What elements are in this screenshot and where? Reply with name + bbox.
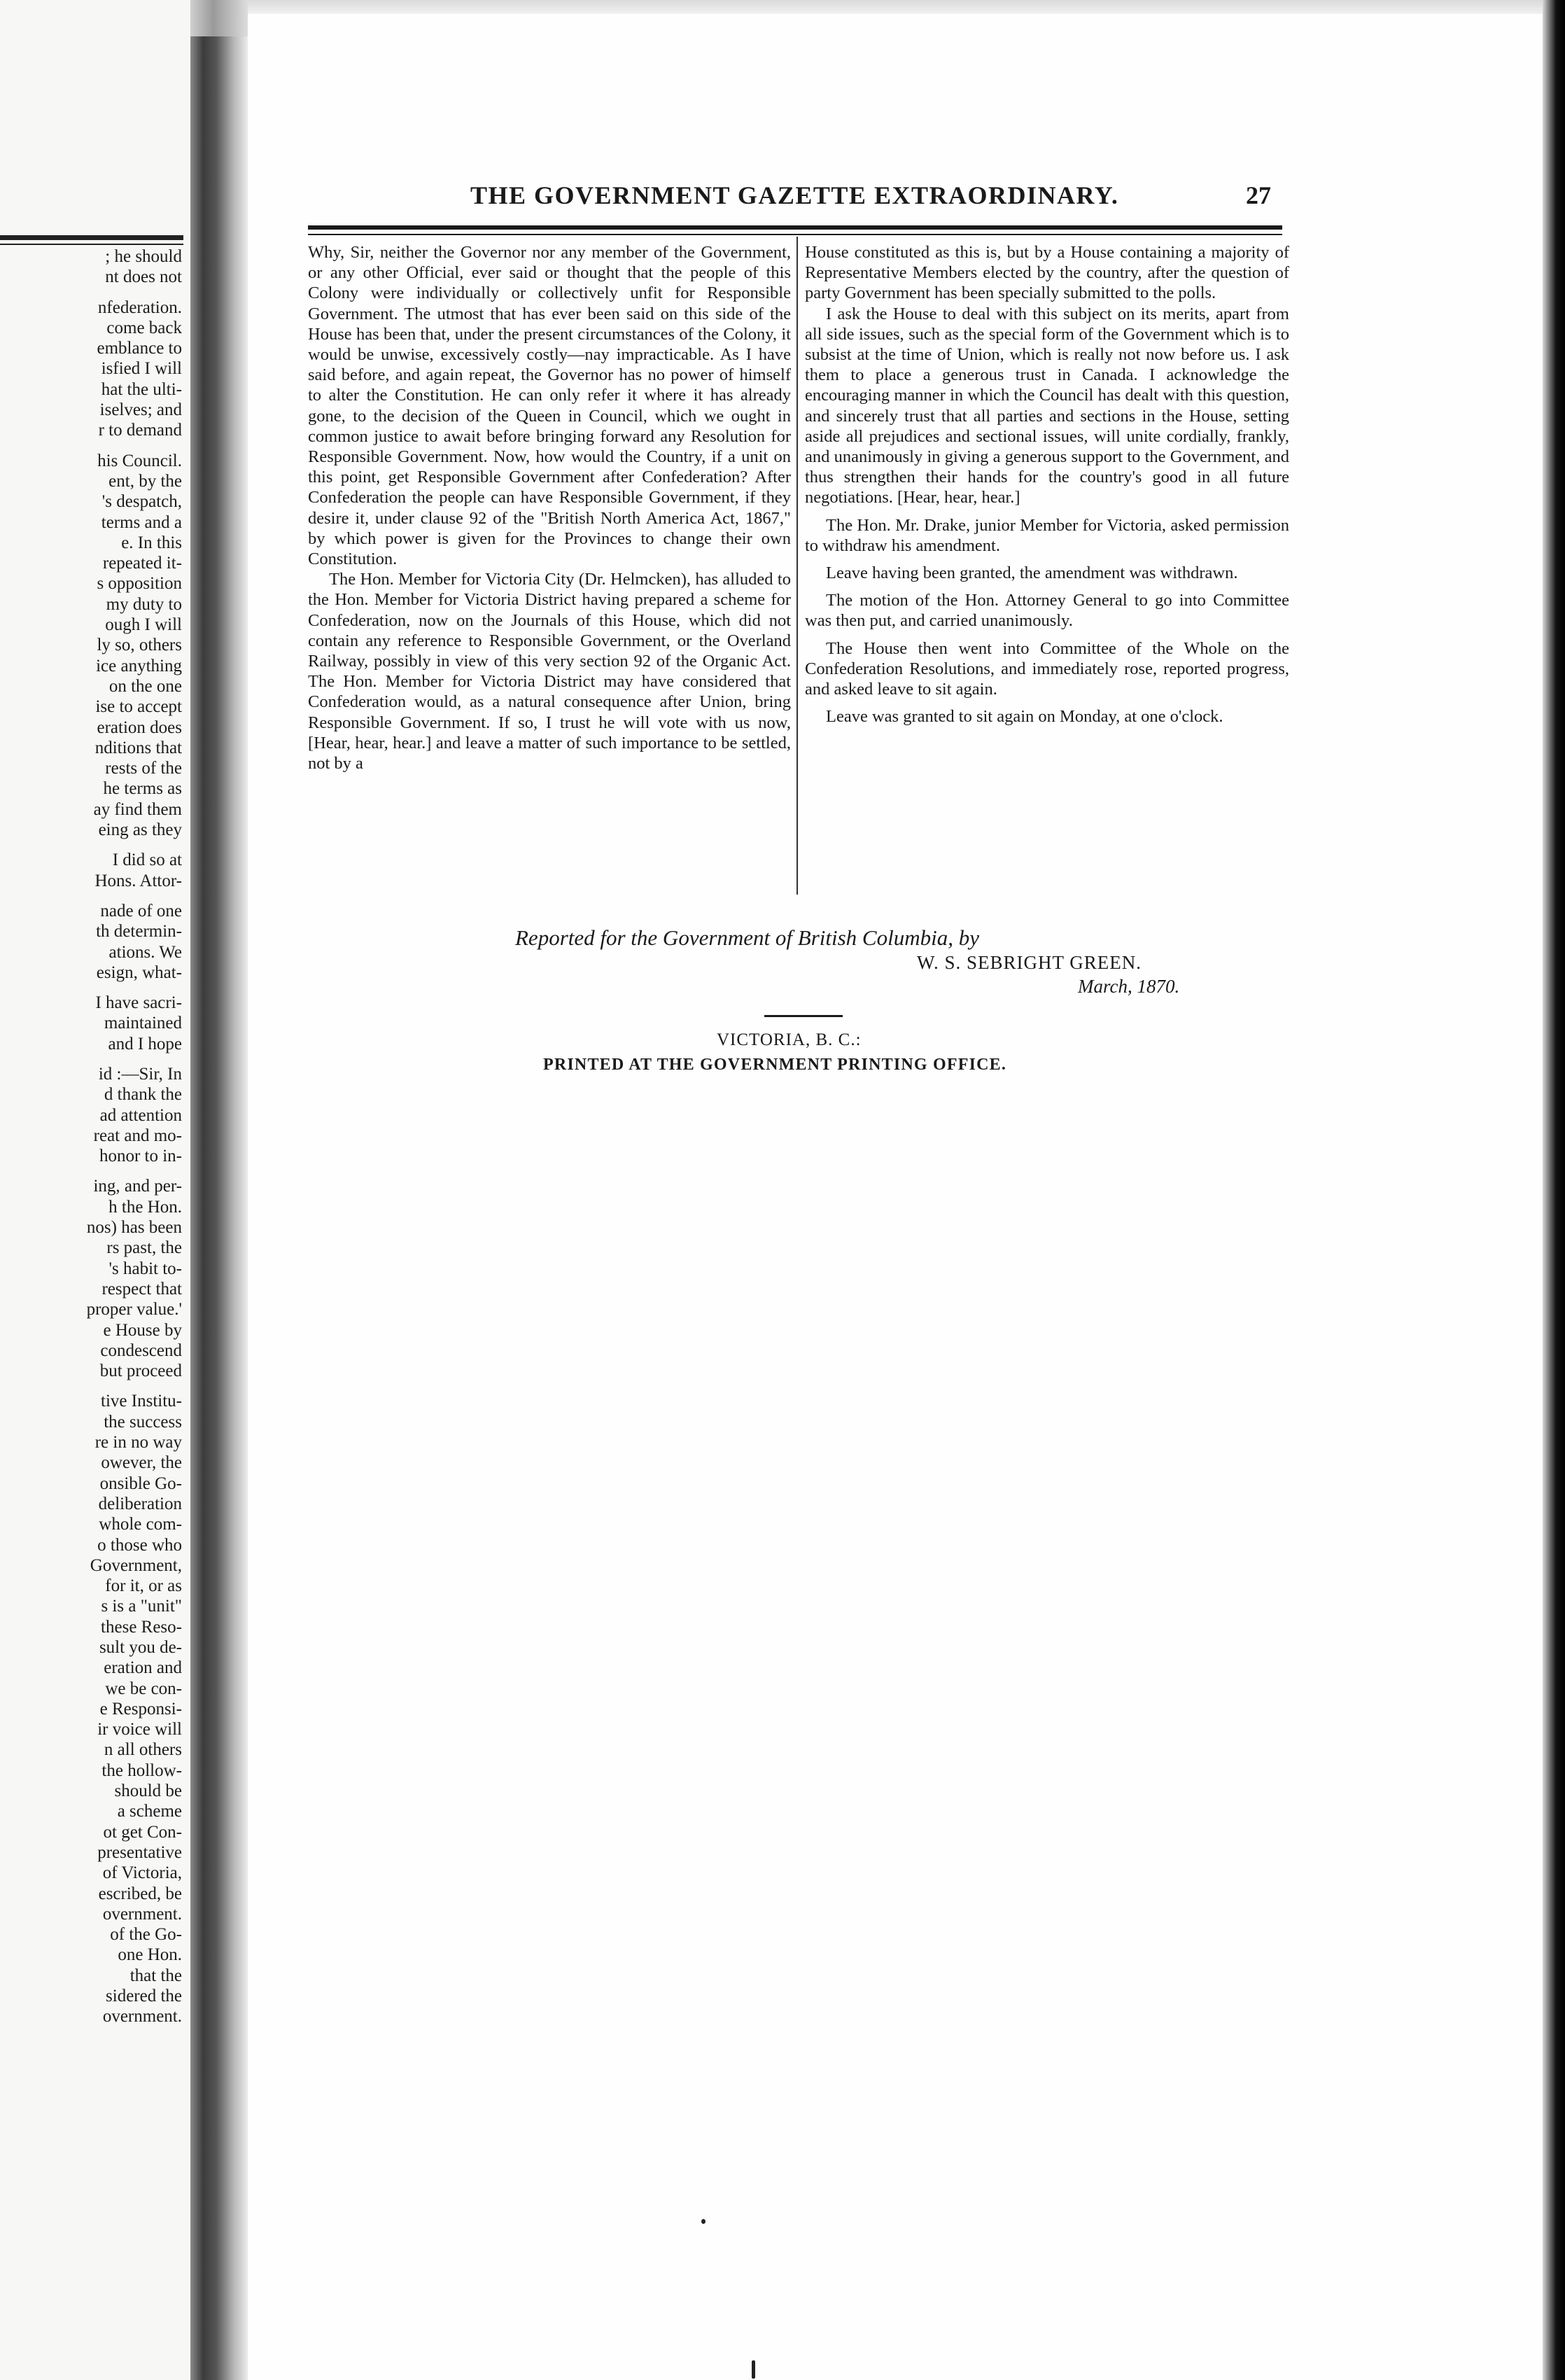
paragraph: The motion of the Hon. Attorney General to go into Committee was then put, and carried unanimously. xyxy=(805,591,1289,631)
reporter-name: W. S. SEBRIGHT GREEN. xyxy=(917,952,1142,973)
previous-page-line: nade of one xyxy=(100,901,182,920)
paragraph: The Hon. Mr. Drake, junior Member for Victoria, asked permission to withdraw his amendment. xyxy=(805,515,1289,555)
previous-page-line: that the xyxy=(129,1966,182,1985)
previous-page-line: rs past, the xyxy=(106,1238,182,1258)
previous-page-text xyxy=(0,246,182,2027)
previous-page-line: esign, what- xyxy=(96,962,182,982)
previous-page-line: ice anything xyxy=(96,656,182,676)
previous-page-gap xyxy=(0,891,182,901)
report-date: March, 1870. xyxy=(1078,976,1180,997)
previous-page-fragment xyxy=(0,0,190,2380)
previous-page-line: eration and xyxy=(104,1658,182,1678)
previous-page-line: sidered the xyxy=(106,1987,182,2006)
previous-page-line: I did so at xyxy=(112,850,182,870)
previous-page-line: I have sacri- xyxy=(95,993,182,1013)
imprint-printer: PRINTED AT THE GOVERNMENT PRINTING OFFICE. xyxy=(543,1056,1007,1074)
previous-page-line: eration does xyxy=(97,718,182,737)
previous-page-line: s is a "unit" xyxy=(101,1597,182,1616)
previous-page-line: d thank the xyxy=(104,1085,182,1105)
previous-page-line: the success xyxy=(104,1412,182,1432)
previous-page-line: for it, or as xyxy=(105,1576,182,1596)
paragraph: Leave having been granted, the amendment was withdrawn. xyxy=(826,564,1238,583)
previous-page-line: ot get Con- xyxy=(103,1822,182,1842)
previous-page-line: respect that xyxy=(101,1279,182,1298)
binding-shadow xyxy=(190,36,248,2380)
previous-page-line: repeated it- xyxy=(102,554,182,573)
previous-page-line: ay find them xyxy=(93,799,182,819)
previous-page-line: th determin- xyxy=(96,922,182,941)
previous-page-line: nfederation. xyxy=(97,298,182,317)
paragraph: I ask the House to deal with this subject on its merits, apart from all side issues, such as the special form of the Government which is to subsist at the time of Union, which is really not now before us. I ask them to place a generous trust in Canada. I acknowledge the encouraging manner in which the Council has dealt with this question, and sincerely trust that all parties and sections in the House, setting aside all prejudices and sectional issues, will unite cordially, frankly, and unanimously in giving a generous support to the Government, and thus strengthen their hands for the country's good in all future negotiations. [Hear, hear, hear.] xyxy=(805,304,1289,507)
previous-page-line: onsible Go- xyxy=(99,1474,182,1493)
previous-page-line: 's despatch, xyxy=(101,492,182,512)
previous-page-line: of Victoria, xyxy=(102,1863,182,1883)
previous-page-line: honor to in- xyxy=(99,1147,182,1166)
previous-page-line: emblance to xyxy=(97,339,182,358)
previous-page-line: isfied I will xyxy=(101,359,182,379)
ink-speck xyxy=(701,2219,706,2224)
paragraph: Leave was granted to sit again on Monday, at one o'clock. xyxy=(826,707,1223,727)
previous-page-line: deliberation xyxy=(98,1494,182,1513)
previous-page-line: 's habit to- xyxy=(108,1259,182,1278)
report-credit: Reported for the Government of British Columbia, by xyxy=(515,925,979,950)
previous-page-line: ly so, others xyxy=(97,636,182,655)
previous-page-line: hat the ulti- xyxy=(101,379,182,399)
previous-page-line: his Council. xyxy=(97,451,182,470)
previous-page-gap xyxy=(0,983,182,993)
previous-page-line: reat and mo- xyxy=(93,1126,182,1145)
previous-page-line: s opposition xyxy=(97,574,182,594)
previous-page-gap xyxy=(0,288,182,298)
previous-page-line: iselves; and xyxy=(99,400,182,420)
previous-page-line: id :—Sir, In xyxy=(98,1064,182,1084)
previous-page-line: eing as they xyxy=(98,820,182,840)
previous-page-line: re in no way xyxy=(94,1433,182,1452)
page-number: 27 xyxy=(1246,181,1271,209)
previous-page-line: nos) has been xyxy=(86,1218,182,1238)
previous-page-line: ir voice will xyxy=(97,1720,182,1740)
previous-page-line: of the Go- xyxy=(110,1925,182,1945)
previous-page-line: ations. We xyxy=(108,942,182,962)
ink-speck xyxy=(752,2360,755,2379)
previous-page-line: ; he should xyxy=(105,247,182,266)
previous-page-line: should be xyxy=(114,1782,182,1801)
previous-page-line: rests of the xyxy=(105,759,182,778)
previous-page-line: ent, by the xyxy=(108,471,182,491)
previous-page-line: presentative xyxy=(97,1842,182,1862)
previous-page-line: e House by xyxy=(103,1320,182,1340)
previous-page-line: Government, xyxy=(90,1555,182,1575)
previous-page-line: these Reso- xyxy=(101,1617,182,1637)
paragraph: The House then went into Committee of the Whole on the Confederation Resolutions, and immediately rose, reported progress, and asked leave to sit again. xyxy=(805,638,1289,699)
previous-page-line: come back xyxy=(106,318,182,337)
previous-page-line: r to demand xyxy=(98,421,182,440)
previous-page-line: and I hope xyxy=(108,1034,182,1054)
previous-page-line: e. In this xyxy=(121,533,182,552)
paragraph: House constituted as this is, but by a House containing a majority of Representative Members elected by the country, after the question of party Government has been specially submitted to the polls. xyxy=(805,243,1289,303)
column-divider xyxy=(796,237,798,895)
previous-page-line: ise to accept xyxy=(95,697,182,717)
previous-page-line: escribed, be xyxy=(98,1884,182,1903)
previous-page-gap xyxy=(0,1166,182,1176)
previous-page-line: condescend xyxy=(100,1340,182,1360)
previous-page-line: he terms as xyxy=(103,779,182,799)
previous-page-line: one Hon. xyxy=(118,1945,182,1965)
previous-page-line: overnment. xyxy=(102,1904,182,1924)
previous-page-line: on the one xyxy=(108,676,182,696)
left-column xyxy=(308,242,791,774)
previous-page-line: tive Institu- xyxy=(101,1392,182,1411)
previous-page-line: overnment. xyxy=(102,2007,182,2026)
previous-page-line: proper value.' xyxy=(86,1300,182,1320)
previous-page-line: e Responsi- xyxy=(99,1699,182,1718)
header-rule xyxy=(308,225,1282,230)
previous-page-line: sult you de- xyxy=(99,1638,182,1657)
header-rule-thin xyxy=(308,234,1282,235)
running-head: THE GOVERNMENT GAZETTE EXTRAORDINARY. xyxy=(470,181,1119,209)
previous-page-line: ad attention xyxy=(99,1105,182,1125)
previous-page-line: the hollow- xyxy=(101,1760,182,1780)
previous-page-rule-thin xyxy=(0,244,183,245)
previous-page-gap xyxy=(0,840,182,850)
paragraph: Why, Sir, neither the Governor nor any member of the Government, or any other Official, ever said or thought that the people of this Colony were individually or collectively unfit for Responsible Government. The utmost that has ever been said on this side of the House has been that, under the present circumstances of the Colony, it would be unwise, excessively costly—nay impracticable. As I have said before, and again repeat, the Governor has no power of himself to alter the Constitution. He can only refer it where it has already gone, to the decision of the Queen in Council, which we ought in common justice to await before bringing forward any Resolution for Responsible Government. Now, how would the Country, if a unit on this point, get Responsible Government after Confederation? After Confederation the people can have Responsible Government, if they desire it, under clause 92 of the "British North America Act, 1867," by which power is given for the Provinces to change their own Constitution. xyxy=(308,243,791,569)
previous-page-line: owever, the xyxy=(101,1453,182,1473)
page-top-edge xyxy=(248,0,1543,14)
previous-page-line: a scheme xyxy=(117,1802,182,1821)
previous-page-line: n all others xyxy=(104,1740,182,1760)
previous-page-line: nditions that xyxy=(94,738,182,757)
previous-page-gap xyxy=(0,441,182,451)
previous-page-line: maintained xyxy=(104,1014,182,1033)
previous-page-line: we be con- xyxy=(105,1679,182,1698)
previous-page-line: terms and a xyxy=(101,512,182,532)
previous-page-line: o those who xyxy=(97,1535,182,1555)
previous-page-rule xyxy=(0,235,183,240)
previous-page-gap xyxy=(0,1054,182,1064)
previous-page-line: h the Hon. xyxy=(108,1197,182,1217)
previous-page-line: ough I will xyxy=(105,615,182,635)
previous-page-line: nt does not xyxy=(105,267,182,287)
right-column xyxy=(805,242,1289,727)
imprint-place: VICTORIA, B. C.: xyxy=(717,1030,862,1049)
page-right-edge xyxy=(1543,0,1565,2380)
previous-page-gap xyxy=(0,1381,182,1391)
previous-page-line: whole com- xyxy=(99,1515,182,1534)
previous-page-line: my duty to xyxy=(106,594,182,614)
previous-page-line: but proceed xyxy=(99,1362,182,1381)
previous-page-line: Hons. Attor- xyxy=(94,871,182,890)
binding-edge xyxy=(190,0,248,36)
paragraph: The Hon. Member for Victoria City (Dr. Helmcken), has alluded to the Hon. Member for Victoria District having prepared a scheme for Confederation, now on the Journals of this House, which did not contain any reference to Responsible Government, or the Overland Railway, possibly in view of this very section 92 of the Organic Act. The Hon. Member for Victoria District may have considered that Confederation would, as a natural consequence after Union, bring Responsible Government. If so, I trust he will vote with us now, [Hear, hear, hear.] and leave a matter of such importance to be settled, not by a xyxy=(308,570,791,774)
imprint-rule xyxy=(764,1015,843,1017)
previous-page-line: ing, and per- xyxy=(93,1177,182,1196)
